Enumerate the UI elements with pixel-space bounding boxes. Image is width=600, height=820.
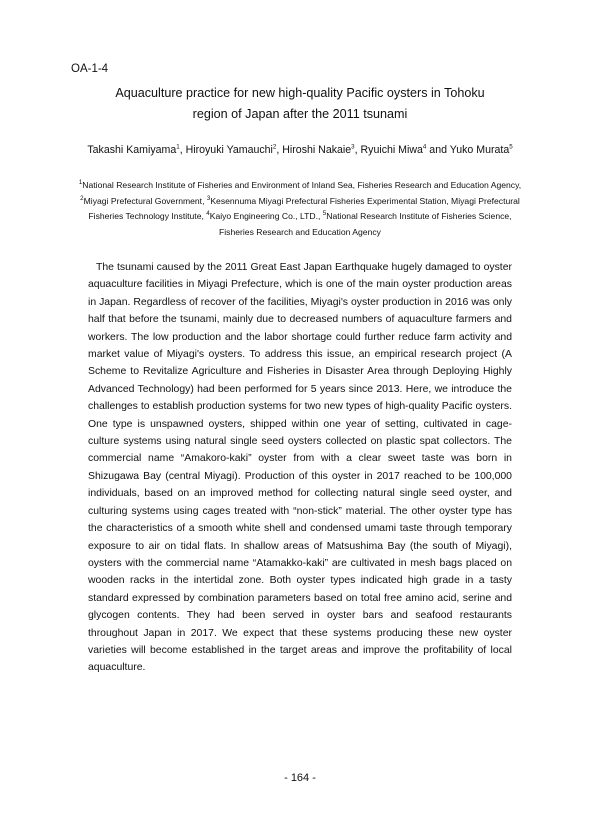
author-name: Ryuichi Miwa [360,144,423,156]
page-number: - 164 - [284,772,316,784]
author-separator: , [276,144,283,156]
author-name: Yuko Murata [449,144,510,156]
author-affiliation-mark: 5 [509,143,513,151]
affiliation-number: 2 [80,194,84,202]
author-separator: , [354,144,361,156]
abstract-body: The tsunami caused by the 2011 Great East Japan Earthquake hugely damaged to oyster aquaculture facilities in Miyagi Prefecture, which is one of the main oyster production areas in Japan. Regardless of recover of the facilities, Miyagi's oyster production in 2016 was only half that before the tsunami, mainly due to decreased numbers of aquaculture farmers and workers. The low production and the labor shortage could further reduce farm activity and market value of Miyagi's oysters. To address this issue, an empirical research project (A Scheme to Revitalize Agriculture and Fisheries in Disaster Area through Deploying Highly Advanced Technology) had been performed for 5 years since 2013. Here, we introduce the challenges to establish production systems for two new types of high-quality Pacific oysters. One type is unspawned oysters, shipped within one year of setting, cultivated in cage-culture systems using natural single seed oysters collected on plastic spat collectors. The commercial name “Amakoro-kaki” oyster from with a clear sweet taste was born in Shizugawa Bay (central Miyagi). Production of this oyster in 2017 reached to be 100,000 individuals, based on an improved method for collecting natural single seed oyster, and culturing systems using cages treated with “non-stick” material. The other oyster type has the characteristics of a smooth white shell and condensed umami taste through temporary exposure to air on tidal flats. In shallow areas of Matsushima Bay (the south of Miyagi), oysters with the commercial name “Atamakko-kaki” are cultivated in mesh bags placed on wooden racks in the intertidal zone. Both oyster types indicated high grade in a tasty standard expressed by combination parameters based on total free amino acid, serine and glycogen contents. They had been served in oyster bars and seafood restaurants throughout Japan in 2017. We expect that these systems producing these new oyster varieties will become established in the target areas and improve the profitability of local aquaculture. [88,262,512,674]
author-list [40,143,560,157]
author-name: Takashi Kamiyama [87,144,177,156]
author-separator: and [426,144,450,156]
title-line-2: region of Japan after the 2011 tsunami [192,107,408,121]
author-affiliation-mark: 1 [176,143,180,151]
affiliation-text: Miyagi Prefectural Government [83,195,203,206]
affiliation-text: National Research Institute of Fisheries Science, Fisheries Research and Education Agency [219,211,512,237]
affiliation-text: National Research Institute of Fisheries and Environment of Inland Sea, Fisheries Research and Education Agency [82,180,519,190]
author-separator: , [179,144,186,156]
affiliation-number: 4 [206,210,210,218]
affiliation-text: Kesennuma Miyagi Prefectural Fisheries Experimental Station, Miyagi Prefectural Fisheries Technology Institute [88,195,520,222]
title-line-1: Aquaculture practice for new high-quality Pacific oysters in Tohoku [115,86,485,100]
paper-title [60,83,540,125]
affiliation-number: 3 [206,194,211,202]
affiliation-list: $^1$National Research Institute of Fisheries and Environment of Inland Sea, Fisheries Research and Education Agency, $^2$Miyagi Prefectural Government, $^3$Kesennuma Miyagi Prefectural Fisheries Experimental Station, Miyagi Prefectural Fisheries Technology Institute, $^4$Kaiyo Engineering Co., LTD., $^5$National Research Institute of Fisheries Science, Fisheries Research and Education Agency [78,179,522,237]
author-affiliation-mark: 4 [422,143,427,151]
author-affiliation-mark: 2 [272,143,277,151]
affiliation-number: 5 [322,210,327,218]
author-name: Hiroshi Nakaie [282,144,352,156]
session-code: OA-1-4 [71,63,109,75]
author-affiliation-mark: 3 [351,143,355,151]
author-name: Hiroyuki Yamauchi [185,144,273,156]
affiliation-number: 1 [78,179,83,187]
affiliation-text: Kaiyo Engineering Co., LTD. [209,211,318,222]
